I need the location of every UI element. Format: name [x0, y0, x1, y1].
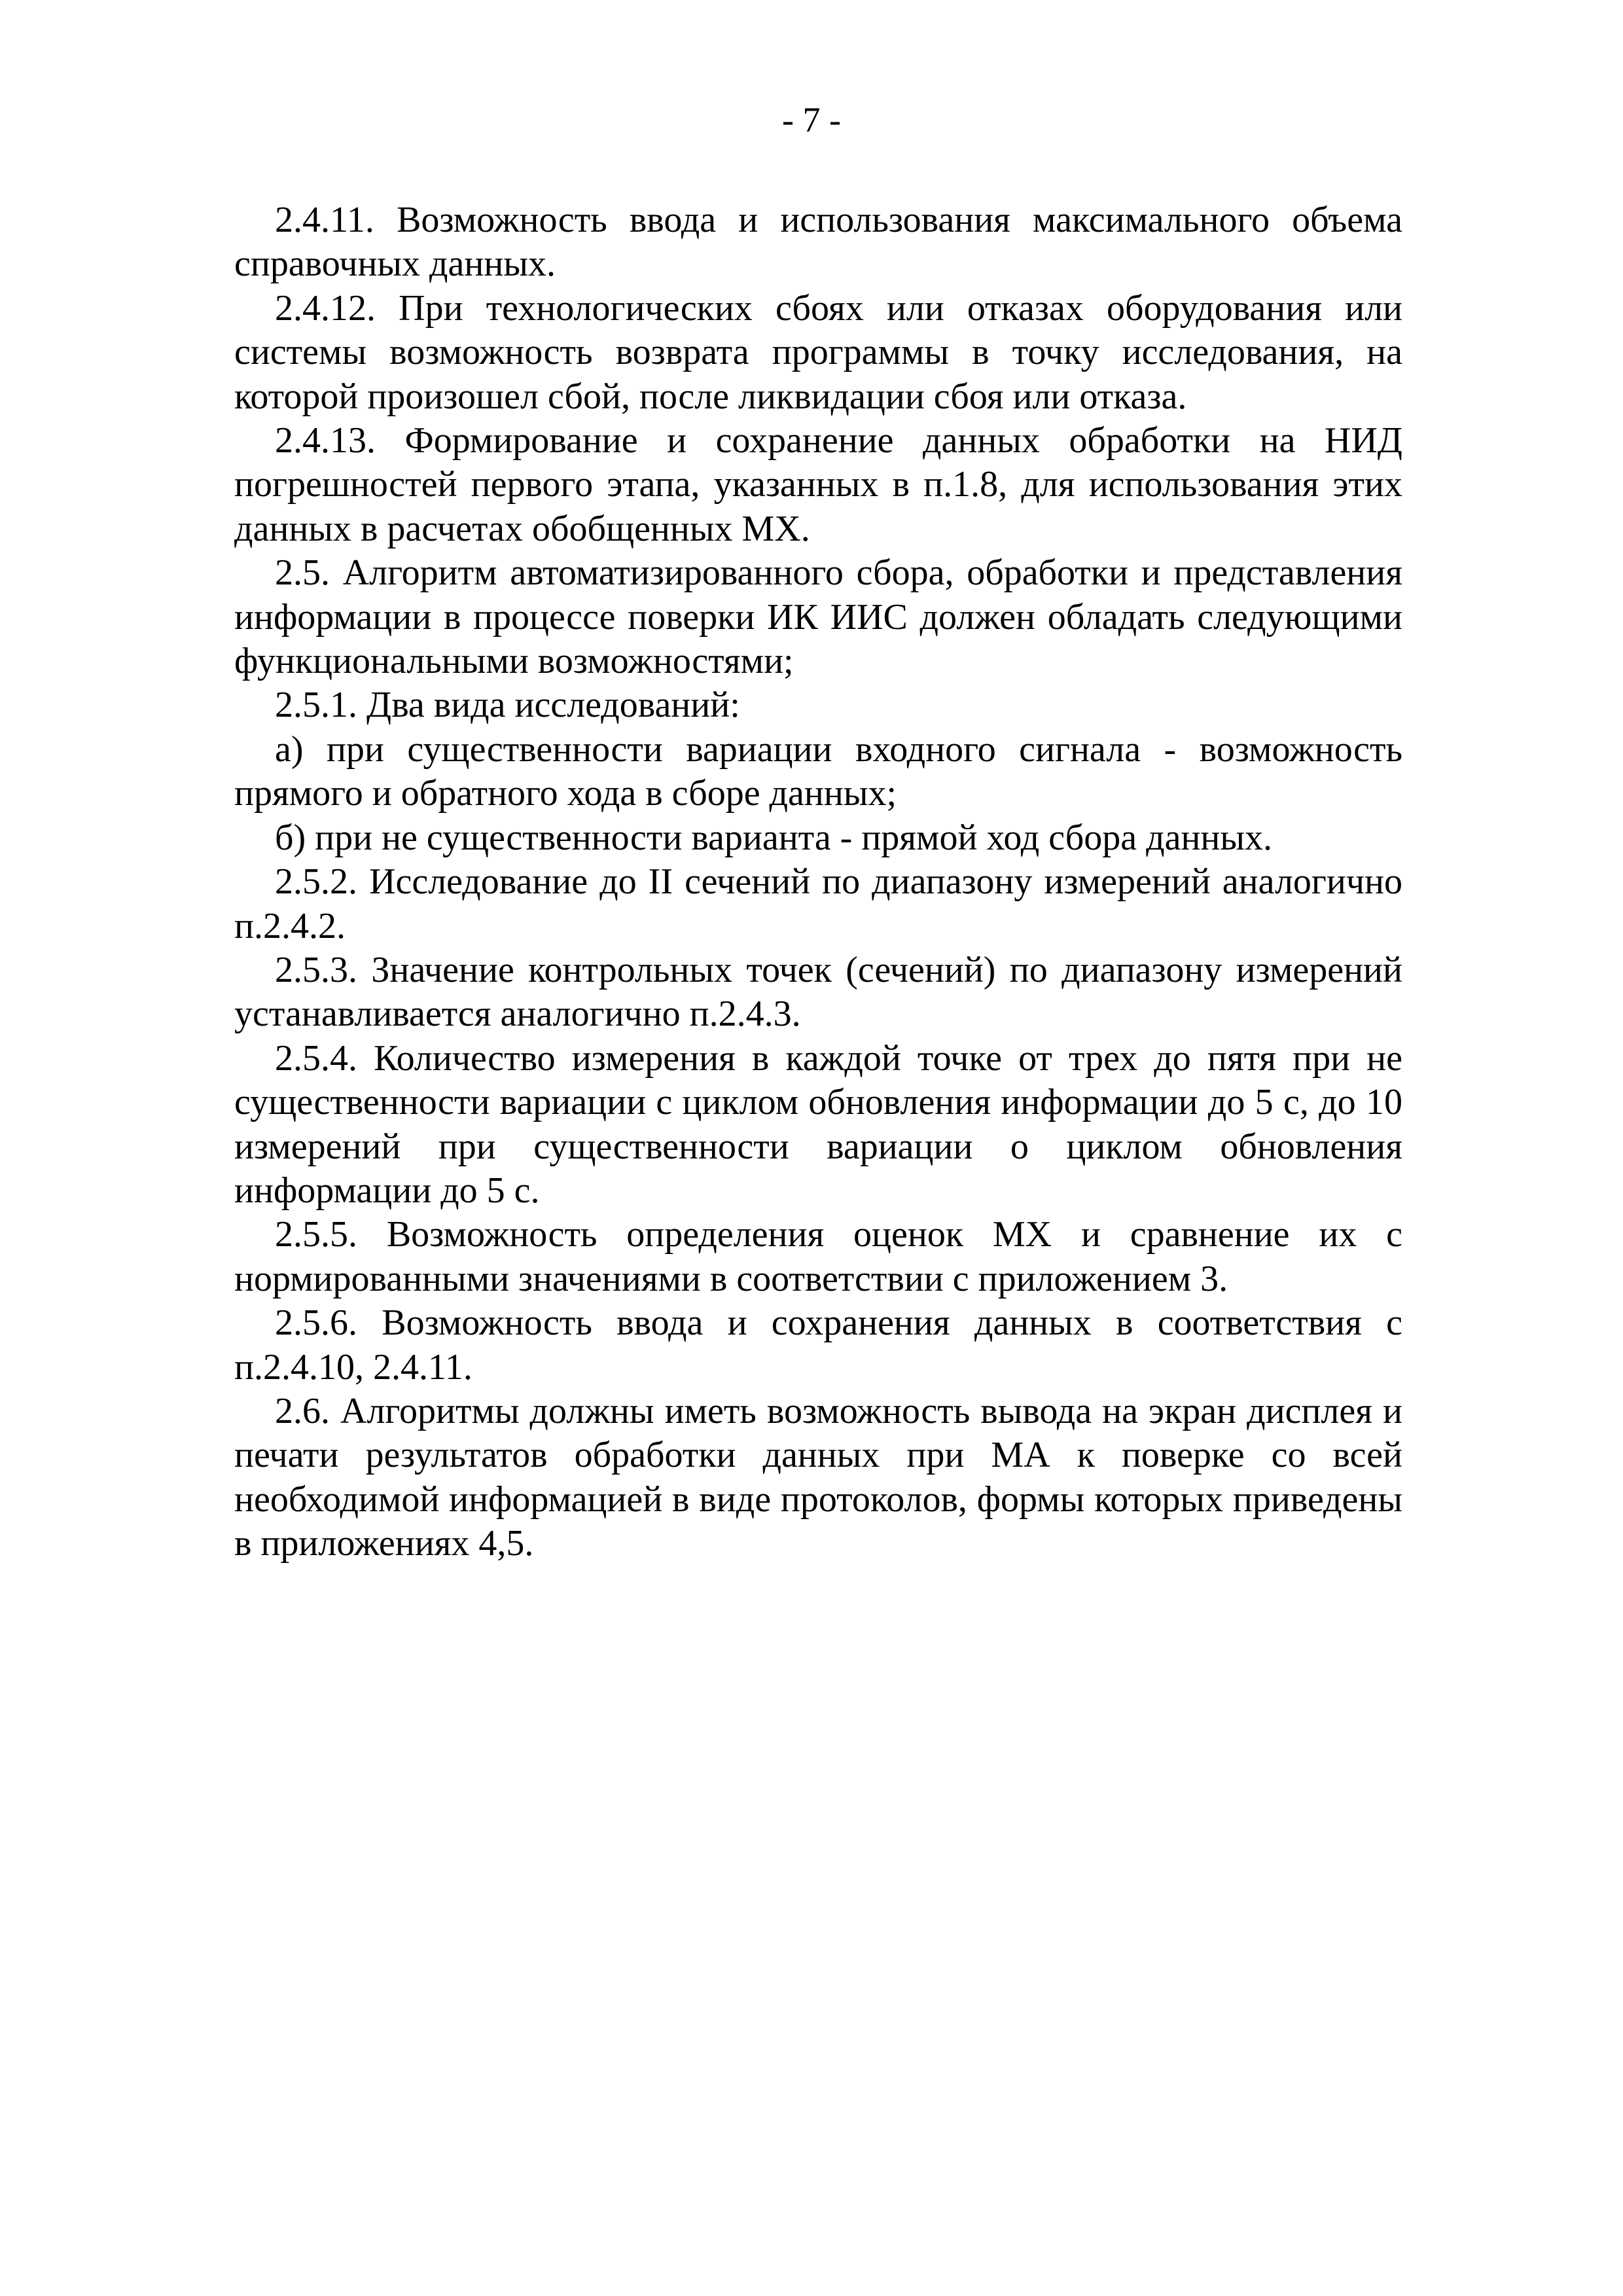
paragraph-2-6: 2.6. Алгоритмы должны иметь возможность вывода на экран дисплея и печати результатов обработки данных при МА к поверке со всей необходимой информацией в виде протоколов, формы которых приведены в приложениях 4,5. [234, 1390, 1402, 1564]
paragraph-2-4-13: 2.4.13. Формирование и сохранение данных обработки на НИД погрешностей первого этапа, указанных в п.1.8, для использования этих данных в расчетах обобщенных МХ. [234, 420, 1402, 549]
paragraph-2-5: 2.5. Алгоритм автоматизированного сбора, обработки и представления информации в процессе поверки ИК ИИС должен обладать следующими функциональными возможностями; [234, 552, 1402, 682]
paragraph-2-5-2: 2.5.2. Исследование до II сечений по диапазону измерений аналогично п.2.4.2. [234, 861, 1402, 946]
paragraph-2-5-3: 2.5.3. Значение контрольных точек (сечений) по диапазону измерений устанавливается аналогично п.2.4.3. [234, 949, 1402, 1035]
paragraph-2-5-6: 2.5.6. Возможность ввода и сохранения данных в соответствия с п.2.4.10, 2.4.11. [234, 1302, 1402, 1388]
paragraph-2-5-1: 2.5.1. Два вида исследований: [275, 685, 740, 726]
page-number: - 7 - [782, 100, 841, 139]
paragraph-2-5-5: 2.5.5. Возможность определения оценок МХ и сравнение их с нормированными значениями в соответствии с приложением 3. [234, 1214, 1402, 1299]
paragraph-2-4-11: 2.4.11. Возможность ввода и использования максимального объема справочных данных. [234, 200, 1402, 285]
document-body [234, 198, 1402, 1566]
paragraph-2-4-12: 2.4.12. При технологических сбоях или отказах оборудования или системы возможность возврата программы в точку исследования, на которой произошел сбой, после ликвидации сбоя или отказа. [234, 287, 1402, 417]
paragraph-2-5-4: 2.5.4. Количество измерения в каждой точке от трех до пятя при не существенности вариации с циклом обновления информации до 5 с, до 10 измерений при существенности вариации о циклом обновления информации до 5 с. [234, 1037, 1402, 1211]
list-item-b: б) при не существенности варианта - прямой ход сбора данных. [275, 817, 1273, 858]
list-item-a: а) при существенности вариации входного сигнала - возможность прямого и обратного хода в сборе данных; [234, 728, 1402, 814]
